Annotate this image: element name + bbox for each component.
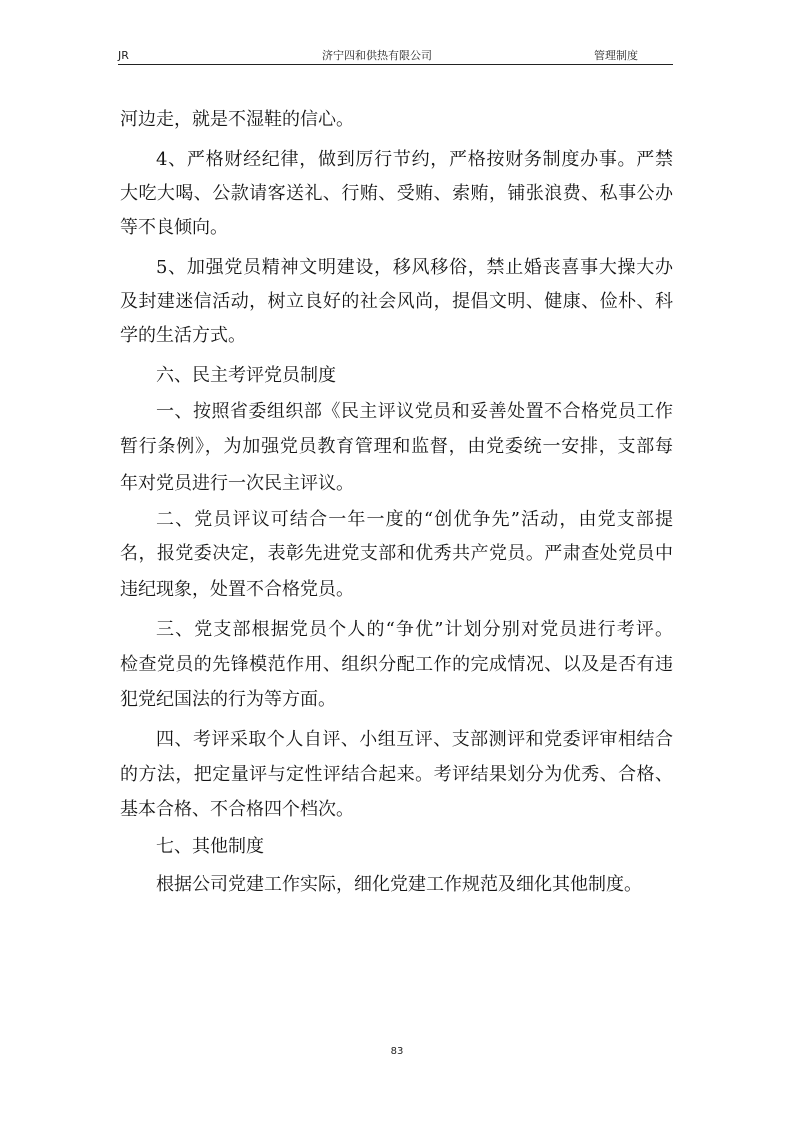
text-line: 的方法，把定量评与定性评结合起来。考评结果划分为优秀、合格、 xyxy=(120,764,673,785)
header-rule xyxy=(118,64,673,65)
section-heading-text: 六、民主考评党员制度 xyxy=(156,365,336,386)
text-line: 等不良倾向。 xyxy=(120,217,228,238)
text-line: 一、按照省委组织部《民主评议党员和妥善处置不合格党员工作 xyxy=(156,401,673,422)
text-line: 检查党员的先锋模范作用、组织分配工作的完成情况、以及是否有违 xyxy=(120,654,673,675)
section-heading-text: 七、其他制度 xyxy=(156,836,264,857)
text-line: 二、党员评议可结合一年一度的“创优争先”活动，由党支部提 xyxy=(156,509,673,530)
text-line: 基本合格、不合格四个档次。 xyxy=(120,799,354,820)
text-line: 三、党支部根据党员个人的“争优”计划分别对党员进行考评。 xyxy=(156,619,673,640)
text-line: 大吃大喝、公款请客送礼、行贿、受贿、索贿，铺张浪费、私事公办 xyxy=(120,183,673,204)
text-line: 4、严格财经纪律，做到厉行节约，严格按财务制度办事。严禁 xyxy=(156,149,673,170)
text-line: 违纪现象，处置不合格党员。 xyxy=(120,579,354,600)
text-line: 根据公司党建工作实际，细化党建工作规范及细化其他制度。 xyxy=(156,874,642,895)
text-line: 5、加强党员精神文明建设，移风移俗，禁止婚丧喜事大操大办 xyxy=(156,257,673,278)
header-company-name: 济宁四和供热有限公司 xyxy=(322,49,432,62)
header-section-title: 管理制度 xyxy=(594,49,638,62)
text-line: 暂行条例》，为加强党员教育管理和监督，由党委统一安排，支部每 xyxy=(120,436,673,457)
text-line: 及封建迷信活动，树立良好的社会风尚，提倡文明、健康、俭朴、科 xyxy=(120,291,673,312)
text-line: 名，报党委决定，表彰先进党支部和优秀共产党员。严肃查处党员中 xyxy=(120,543,673,564)
header-code: JR xyxy=(118,49,129,62)
text-line: 河边走，就是不湿鞋的信心。 xyxy=(120,109,354,130)
text-line: 年对党员进行一次民主评议。 xyxy=(120,473,354,494)
text-line: 四、考评采取个人自评、小组互评、支部测评和党委评审相结合 xyxy=(156,729,673,750)
text-line: 学的生活方式。 xyxy=(120,325,246,346)
page-number: 83 xyxy=(390,1046,404,1057)
text-line: 犯党纪国法的行为等方面。 xyxy=(120,689,336,710)
